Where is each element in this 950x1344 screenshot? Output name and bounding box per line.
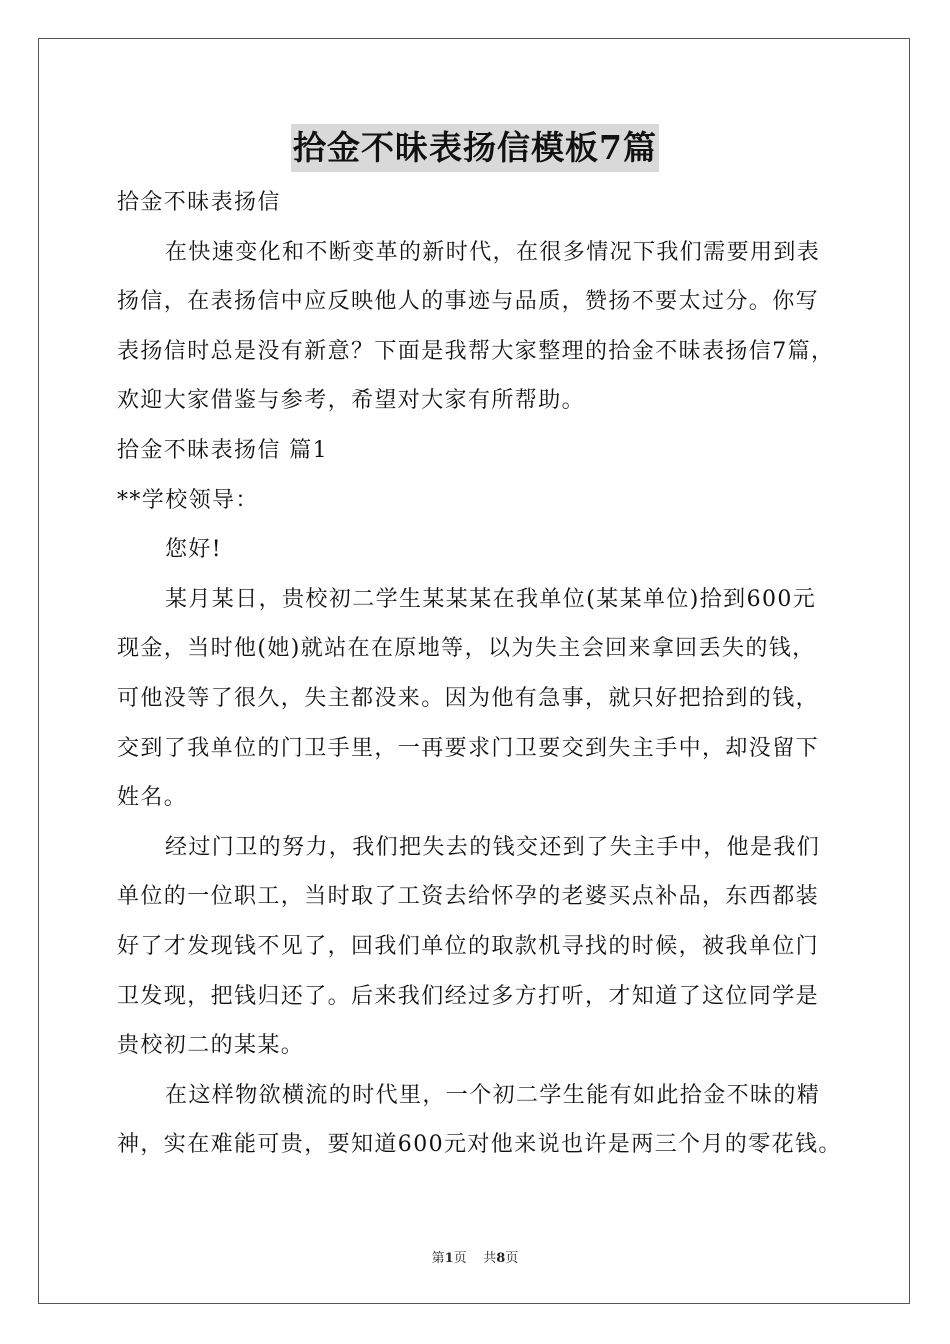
document-title: 拾金不昧表扬信模板7篇 <box>291 124 659 172</box>
text-line: 表扬信时总是没有新意？下面是我帮大家整理的拾金不昧表扬信7篇， <box>117 338 835 364</box>
document-title-wrap <box>0 124 950 172</box>
text-line: 神，实在难能可贵，要知道600元对他来说也许是两三个月的零花钱。 <box>117 1132 842 1158</box>
text-line: 可他没等了很久，失主都没来。因为他有急事，就只好把拾到的钱， <box>117 685 820 711</box>
text-line: 贵校初二的某某。 <box>117 1033 305 1059</box>
text-line: 单位的一位职工，当时取了工资去给怀孕的老婆买点补品，东西都装 <box>117 884 820 910</box>
page-footer <box>0 1247 950 1266</box>
text-line: 扬信，在表扬信中应反映他人的事迹与品质，赞扬不要太过分。你写 <box>117 289 820 315</box>
text-line: 姓名。 <box>117 785 188 811</box>
total-prefix: 共 <box>483 1251 497 1266</box>
text-line: 在快速变化和不断变革的新时代，在很多情况下我们需要用到表 <box>165 239 821 265</box>
text-line: 卫发现，把钱归还了。后来我们经过多方打听，才知道了这位同学是 <box>117 983 820 1009</box>
text-line: 现金，当时他(她)就站在在原地等，以为失主会回来拿回丢失的钱， <box>117 636 816 662</box>
text-line: 拾金不昧表扬信 <box>117 190 281 215</box>
text-line: 欢迎大家借鉴与参考，希望对大家有所帮助。 <box>117 388 586 414</box>
text-line: 您好! <box>165 537 223 563</box>
page-current: 1 <box>444 1251 454 1266</box>
text-line: 在这样物欲横流的时代里，一个初二学生能有如此拾金不昧的精 <box>165 1082 821 1108</box>
text-line: 交到了我单位的门卫手里，一再要求门卫要交到失主手中，却没留下 <box>117 735 820 761</box>
document-body <box>117 178 842 1170</box>
text-line: 拾金不昧表扬信 篇1 <box>117 437 328 463</box>
text-line: **学校领导： <box>117 487 259 513</box>
text-line: 某月某日，贵校初二学生某某某在我单位(某某单位)拾到600元 <box>165 586 817 612</box>
page-total: 8 <box>496 1251 506 1266</box>
text-line: 好了才发现钱不见了，回我们单位的取款机寻找的时候，被我单位门 <box>117 933 820 959</box>
page-prefix: 第 <box>431 1251 445 1266</box>
total-suffix: 页 <box>505 1251 519 1266</box>
page-suffix: 页 <box>453 1251 467 1266</box>
text-line: 经过门卫的努力，我们把失去的钱交还到了失主手中，他是我们 <box>165 834 821 860</box>
